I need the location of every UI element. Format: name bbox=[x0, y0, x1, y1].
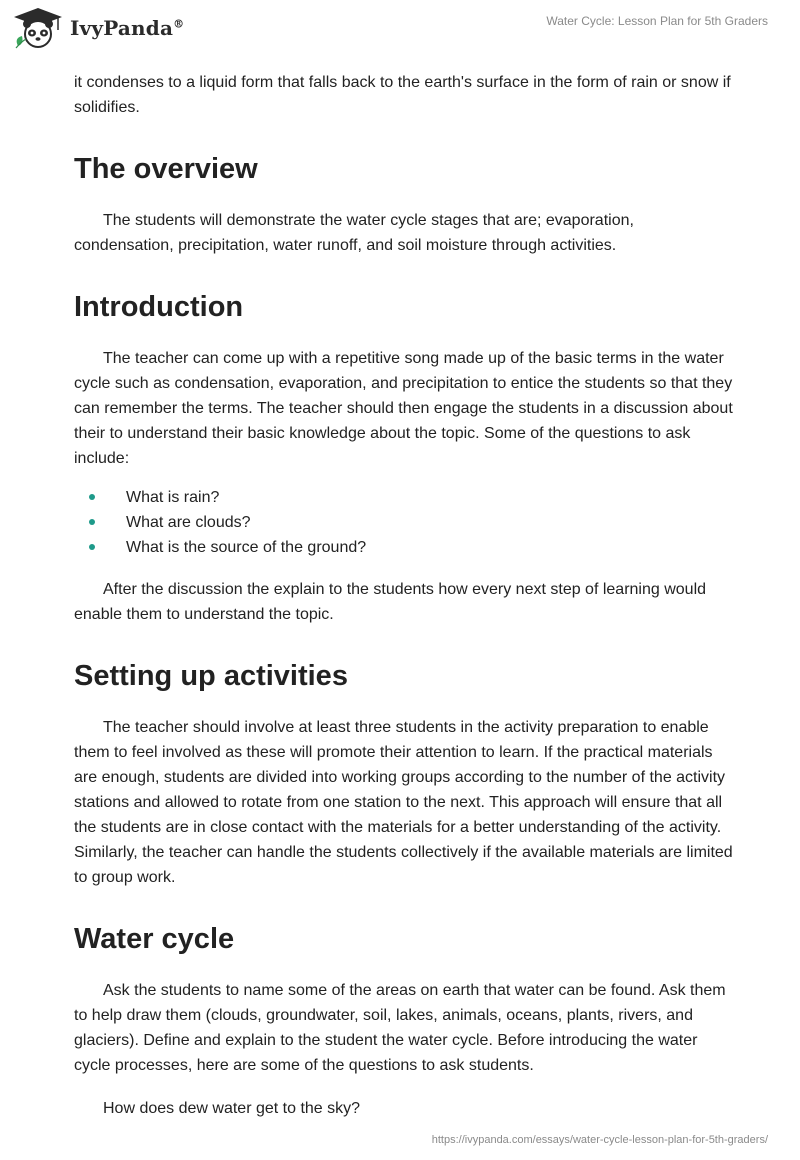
source-url[interactable]: https://ivypanda.com/essays/water-cycle-lesson-plan-for-5th-graders/ bbox=[431, 1134, 768, 1146]
article-body bbox=[74, 70, 734, 1121]
ivypanda-logo[interactable] bbox=[12, 6, 184, 50]
heading-setting-up-activities: Setting up activities bbox=[74, 660, 348, 692]
page-header bbox=[0, 0, 800, 70]
list-item: What are clouds? bbox=[74, 510, 734, 535]
paragraph-continuation: it condenses to a liquid form that falls back to the earth's surface in the form of rain or snow if solidifies. bbox=[74, 74, 731, 116]
question-list bbox=[74, 485, 734, 560]
paragraph: The teacher should involve at least three students in the activity preparation to enable them to feel involved as these will promote their attention to learn. If the practical materials are enough, students are divided into working groups according to the number of the activity stations and allowed to rotate from one station to the next. This approach will ensure that all the students are in close contact with the materials for a better understanding of the activity. Similarly, the teacher can handle the students collectively if the available materials are limited to group work. bbox=[74, 719, 733, 886]
paragraph: The students will demonstrate the water cycle stages that are; evaporation, condensation, precipitation, water runoff, and soil moisture through activities. bbox=[74, 212, 634, 254]
heading-introduction: Introduction bbox=[74, 291, 244, 323]
paragraph: The teacher can come up with a repetitive song made up of the basic terms in the water cycle such as condensation, evaporation, and precipitation to entice the students so that they can remember the terms. The teacher should then engage the students in a discussion about their to understand their basic knowledge about the topic. Some of the questions to ask include: bbox=[74, 350, 733, 467]
panda-graduate-icon bbox=[12, 6, 64, 50]
heading-water-cycle: Water cycle bbox=[74, 923, 235, 955]
bullet-dot-icon bbox=[89, 544, 95, 550]
paragraph: After the discussion the explain to the students how every next step of learning would enable them to understand the topic. bbox=[74, 581, 707, 623]
paragraph: How does dew water get to the sky? bbox=[103, 1100, 361, 1117]
bullet-dot-icon bbox=[89, 494, 95, 500]
heading-overview: The overview bbox=[74, 153, 258, 185]
paragraph: Ask the students to name some of the areas on earth that water can be found. Ask them to help draw them (clouds, groundwater, soil, lakes, animals, oceans, plants, rivers, and glaciers). Define and explain to the student the water cycle. Before introducing the water cycle processes, here are some of the questions to ask students. bbox=[74, 982, 726, 1074]
list-item: What is rain? bbox=[74, 485, 734, 510]
list-item: What is the source of the ground? bbox=[74, 535, 734, 560]
bullet-dot-icon bbox=[89, 519, 95, 525]
document-title: Water Cycle: Lesson Plan for 5th Graders bbox=[546, 14, 768, 28]
brand-name: IvyPanda® bbox=[70, 16, 185, 40]
